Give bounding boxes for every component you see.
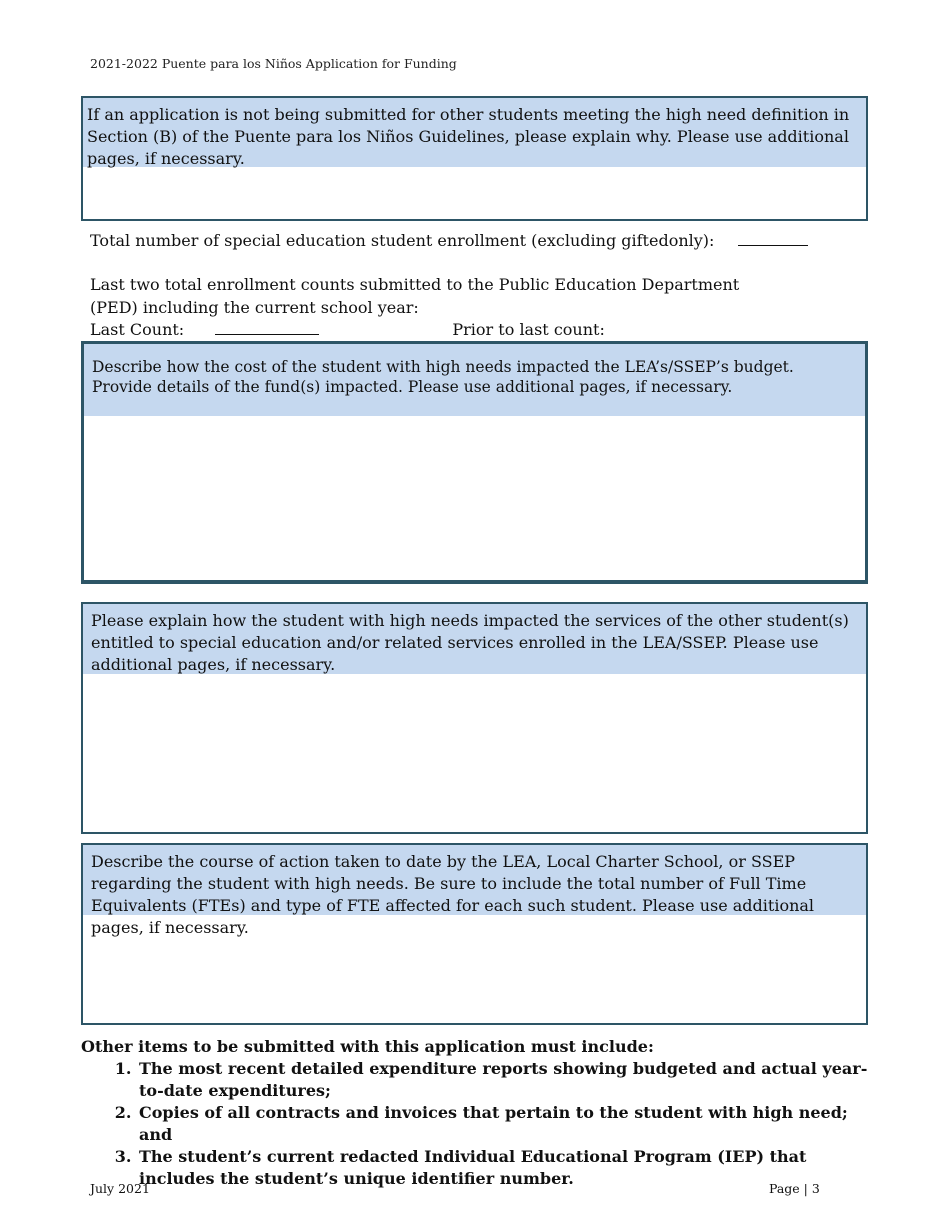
budget-impact-prompt: Describe how the cost of the student with high needs impacted the LEA’s/SSEP’s budget. Provide details of the fund(s) impacted. Please use additional pages, if necessary. <box>84 344 865 416</box>
page-number: Page | 3 <box>769 1181 820 1196</box>
other-items-section <box>81 1036 871 1190</box>
other-items-heading: Other items to be submitted with this application must include: <box>81 1037 654 1056</box>
services-impact-prompt: Please explain how the student with high needs impacted the services of the other student(s) entitled to special education and/or related services enrolled in the LEA/SSEP. Please use additional pages, if necessary. <box>83 604 866 674</box>
services-impact-box <box>81 602 868 834</box>
services-impact-answer-field[interactable] <box>83 674 866 832</box>
enrollment-counts-intro-1: Last two total enrollment counts submitted to the Public Education Department <box>90 275 740 294</box>
explanation-prompt: If an application is not being submitted for other students meeting the high need definition in Section (B) of the Puente para los Niños Guidelines, please explain why. Please use additional pages, if necessary. <box>83 98 866 167</box>
explanation-box <box>81 96 868 221</box>
budget-impact-box <box>81 341 868 584</box>
prior-count-label: Prior to last count: <box>452 320 605 339</box>
list-item: 2. Copies of all contracts and invoices that pertain to the student with high need; and <box>137 1102 871 1146</box>
other-items-list <box>81 1058 871 1190</box>
footer-date: July 2021 <box>90 1181 150 1196</box>
last-count-field[interactable] <box>215 320 319 335</box>
special-ed-enrollment-label: Total number of special education student enrollment (excluding giftedonly): <box>90 231 715 250</box>
course-of-action-prompt: Describe the course of action taken to date by the LEA, Local Charter School, or SSEP regarding the student with high needs. Be sure to include the total number of Full Time Equivalents (FTEs) and type of FTE affected for each such student. Please use additional pages, if necessary. <box>83 845 866 915</box>
budget-impact-answer-field[interactable] <box>84 416 865 580</box>
special-ed-enrollment-row <box>90 230 808 252</box>
list-item: 1. The most recent detailed expenditure reports showing budgeted and actual year-to-date expenditures; <box>137 1058 871 1102</box>
course-of-action-box <box>81 843 868 1025</box>
special-ed-enrollment-field[interactable] <box>738 231 808 246</box>
enrollment-counts-intro-2: (PED) including the current school year: <box>90 298 419 317</box>
document-header: 2021-2022 Puente para los Niños Application for Funding <box>90 56 457 71</box>
explanation-answer-field[interactable] <box>83 167 866 219</box>
last-count-label: Last Count: <box>90 320 185 339</box>
list-item: 3. The student’s current redacted Individual Educational Program (IEP) that includes the student’s unique identifier number. <box>137 1146 871 1190</box>
